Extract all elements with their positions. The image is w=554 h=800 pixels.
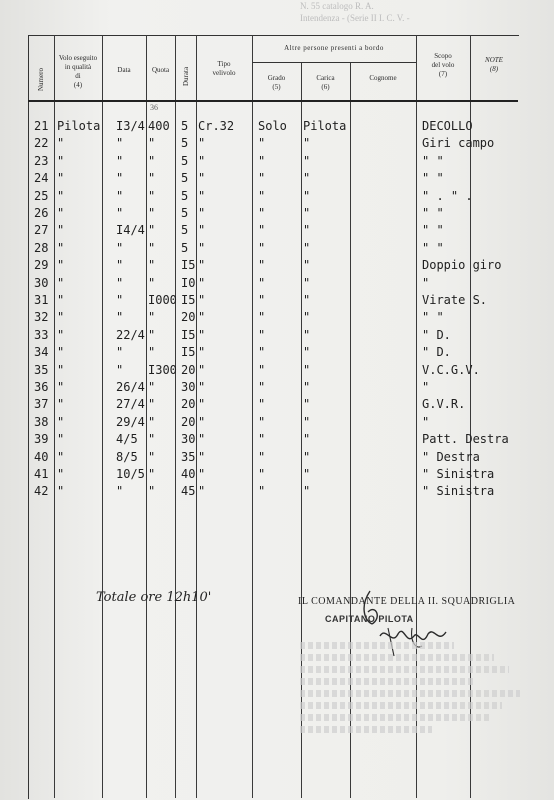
row-date: I3/4: [116, 119, 145, 133]
header-grado: Grado (5): [267, 74, 286, 91]
row-role-other: ": [303, 345, 311, 360]
row-role-other: ": [303, 240, 311, 255]
header-bottom-rule: [28, 100, 518, 102]
row-duration: 30: [181, 380, 196, 394]
row-aircraft: ": [198, 293, 206, 307]
row-altitude: ": [148, 206, 156, 220]
row-aircraft: ": [198, 153, 206, 168]
row-aircraft: ": [198, 310, 206, 325]
row-date: ": [116, 240, 124, 255]
row-date: ": [116, 345, 124, 360]
row-grade: ": [258, 432, 266, 447]
ghost-header-line2: Intendenza - (Serie II I. C. V. -: [300, 13, 410, 23]
column-rule: [146, 35, 147, 798]
row-role-other: ": [303, 467, 311, 481]
row-altitude: ": [148, 345, 156, 360]
row-date: I4/4: [116, 223, 145, 238]
row-purpose: Virate S.: [422, 293, 488, 307]
row-role-other: ": [303, 484, 311, 499]
row-date: 4/5: [116, 432, 138, 447]
row-number: 35: [34, 362, 49, 377]
row-grade: ": [258, 171, 266, 186]
row-date: ": [116, 310, 124, 325]
row-aircraft: ": [198, 206, 206, 220]
row-aircraft: ": [198, 136, 206, 151]
row-duration: I5: [181, 345, 196, 360]
row-grade: ": [258, 240, 266, 255]
row-role: ": [57, 380, 65, 394]
row-number: 24: [34, 171, 49, 186]
row-duration: I5: [181, 258, 196, 273]
row-grade: ": [258, 362, 266, 377]
row-duration: 35: [181, 449, 196, 464]
row-number: 32: [34, 310, 49, 325]
stamp-rank: CAPITANO PILOTA: [325, 614, 414, 624]
row-aircraft: ": [198, 380, 206, 394]
row-purpose: " ": [422, 171, 444, 186]
row-altitude: 400: [148, 119, 170, 133]
row-date: 10/5: [116, 467, 145, 481]
row-role-other: ": [303, 188, 311, 203]
row-date: ": [116, 275, 124, 290]
row-number: 33: [34, 327, 49, 342]
row-number: 22: [34, 136, 49, 151]
row-duration: 5: [181, 119, 189, 133]
header-tipo: Tipo velivolo: [212, 60, 236, 77]
row-date: 29/4: [116, 414, 145, 429]
row-role-other: ": [303, 275, 311, 290]
row-number: 26: [34, 206, 49, 220]
header-scopo: Scopo del volo (7): [431, 52, 455, 78]
row-purpose: Doppio giro: [422, 258, 502, 273]
row-aircraft: ": [198, 484, 206, 499]
row-date: 8/5: [116, 449, 138, 464]
row-grade: ": [258, 275, 266, 290]
row-purpose: " Sinistra: [422, 484, 495, 499]
row-number: 25: [34, 188, 49, 203]
row-altitude: ": [148, 484, 156, 499]
row-purpose: Patt. Destra: [422, 432, 509, 447]
row-altitude: ": [148, 153, 156, 168]
column-rule: [175, 35, 176, 798]
row-aircraft: ": [198, 223, 206, 238]
row-number: 27: [34, 223, 49, 238]
row-altitude: ": [148, 327, 156, 342]
row-role: ": [57, 362, 65, 377]
header-note: NOTE (8): [485, 56, 503, 73]
row-role: ": [57, 258, 65, 273]
row-aircraft: ": [198, 414, 206, 429]
row-altitude: I000: [148, 293, 177, 307]
row-date: ": [116, 484, 124, 499]
row-duration: 20: [181, 310, 196, 325]
row-purpose: " ": [422, 206, 444, 220]
row-role: ": [57, 467, 65, 481]
row-duration: 20: [181, 362, 196, 377]
row-duration: 5: [181, 171, 189, 186]
row-number: 41: [34, 467, 49, 481]
row-purpose: " Sinistra: [422, 467, 495, 481]
row-aircraft: ": [198, 327, 206, 342]
row-altitude: ": [148, 136, 156, 151]
row-number: 29: [34, 258, 49, 273]
row-altitude: ": [148, 414, 156, 429]
row-date: ": [116, 171, 124, 186]
column-rule: [252, 35, 253, 798]
row-grade: ": [258, 397, 266, 412]
header-cognome: Cognome: [369, 74, 397, 82]
row-role: ": [57, 275, 65, 290]
row-duration: I5: [181, 293, 196, 307]
row-role: ": [57, 484, 65, 499]
row-grade: ": [258, 310, 266, 325]
row-role: ": [57, 136, 65, 151]
row-grade: ": [258, 258, 266, 273]
row-purpose: ": [422, 380, 430, 394]
stamp-commander: IL COMANDANTE DELLA II. SQUADRIGLIA: [298, 596, 516, 607]
row-altitude: ": [148, 467, 156, 481]
row-grade: ": [258, 188, 266, 203]
row-purpose: " ": [422, 240, 444, 255]
row-number: 42: [34, 484, 49, 499]
row-altitude: ": [148, 171, 156, 186]
row-role-other: ": [303, 380, 311, 394]
row-altitude: ": [148, 380, 156, 394]
row-altitude: ": [148, 223, 156, 238]
row-grade: ": [258, 380, 266, 394]
total-hours: Totale ore 12h10': [96, 590, 212, 605]
row-number: 28: [34, 240, 49, 255]
row-aircraft: Cr.32: [198, 119, 235, 133]
row-aircraft: ": [198, 188, 206, 203]
row-number: 31: [34, 293, 49, 307]
row-grade: ": [258, 414, 266, 429]
row-number: 36: [34, 380, 49, 394]
row-duration: I5: [181, 327, 196, 342]
row-date: ": [116, 136, 124, 151]
row-role-other: ": [303, 206, 311, 220]
header-volo: Volo eseguito in qualità di (4): [58, 54, 98, 89]
row-duration: 5: [181, 223, 189, 238]
header-quota: Quota: [151, 66, 170, 74]
row-grade: ": [258, 153, 266, 168]
row-role: ": [57, 327, 65, 342]
row-date: 26/4: [116, 380, 145, 394]
row-altitude: ": [148, 310, 156, 325]
row-altitude: ": [148, 275, 156, 290]
row-number: 39: [34, 432, 49, 447]
header-carica: Carica (6): [316, 74, 335, 91]
row-aircraft: ": [198, 397, 206, 412]
row-role: ": [57, 293, 65, 307]
row-role-other: ": [303, 171, 311, 186]
row-role: ": [57, 171, 65, 186]
row-number: 34: [34, 345, 49, 360]
row-role: ": [57, 188, 65, 203]
row-date: ": [116, 206, 124, 220]
row-date: ": [116, 362, 124, 377]
row-role: ": [57, 432, 65, 447]
row-date: 22/4: [116, 327, 145, 342]
row-purpose: V.C.G.V.: [422, 362, 480, 377]
row-purpose: " D.: [422, 327, 451, 342]
row-grade: ": [258, 449, 266, 464]
row-purpose: " D.: [422, 345, 451, 360]
row-grade: Solo: [258, 119, 287, 133]
row-role-other: Pilota: [303, 119, 347, 133]
row-grade: ": [258, 345, 266, 360]
row-altitude: ": [148, 188, 156, 203]
row-grade: ": [258, 293, 266, 307]
row-altitude: ": [148, 240, 156, 255]
row-role-other: ": [303, 153, 311, 168]
row-date: 27/4: [116, 397, 145, 412]
row-purpose: Giri campo: [422, 136, 495, 151]
row-duration: 40: [181, 467, 196, 481]
row-altitude: ": [148, 449, 156, 464]
row-role-other: ": [303, 397, 311, 412]
row-aircraft: ": [198, 240, 206, 255]
row-role: ": [57, 449, 65, 464]
header-numero: Numero: [37, 68, 45, 91]
row-aircraft: ": [198, 432, 206, 447]
row-aircraft: ": [198, 362, 206, 377]
row-purpose: ": [422, 275, 430, 290]
row-role-other: ": [303, 258, 311, 273]
row-duration: 5: [181, 206, 189, 220]
pencil-note: 36: [150, 103, 158, 112]
row-purpose: " ": [422, 310, 444, 325]
row-duration: 20: [181, 414, 196, 429]
row-grade: ": [258, 484, 266, 499]
row-role-other: ": [303, 432, 311, 447]
row-grade: ": [258, 206, 266, 220]
row-role-other: ": [303, 327, 311, 342]
row-purpose: DECOLLO: [422, 119, 473, 133]
row-role: ": [57, 240, 65, 255]
row-number: 38: [34, 414, 49, 429]
row-role: ": [57, 310, 65, 325]
row-number: 30: [34, 275, 49, 290]
row-role: ": [57, 206, 65, 220]
row-date: ": [116, 293, 124, 307]
row-role: Pilota: [57, 119, 101, 133]
row-date: ": [116, 153, 124, 168]
row-grade: ": [258, 136, 266, 151]
row-number: 23: [34, 153, 49, 168]
row-duration: 5: [181, 136, 189, 151]
row-date: ": [116, 258, 124, 273]
column-rule: [196, 35, 197, 798]
row-duration: I0: [181, 275, 196, 290]
row-aircraft: ": [198, 171, 206, 186]
row-duration: 5: [181, 240, 189, 255]
row-purpose: " . " .: [422, 188, 473, 203]
row-aircraft: ": [198, 345, 206, 360]
column-rule: [102, 35, 103, 798]
row-aircraft: ": [198, 467, 206, 481]
row-duration: 30: [181, 432, 196, 447]
row-role: ": [57, 153, 65, 168]
row-altitude: I300: [148, 362, 177, 377]
row-purpose: " ": [422, 153, 444, 168]
row-role-other: ": [303, 310, 311, 325]
row-purpose: " Destra: [422, 449, 480, 464]
row-role-other: ": [303, 449, 311, 464]
row-role-other: ": [303, 223, 311, 238]
row-duration: 45: [181, 484, 196, 499]
row-role-other: ": [303, 362, 311, 377]
row-aircraft: ": [198, 275, 206, 290]
row-grade: ": [258, 327, 266, 342]
row-role-other: ": [303, 414, 311, 429]
row-role: ": [57, 397, 65, 412]
row-purpose: G.V.R.: [422, 397, 466, 412]
row-grade: ": [258, 467, 266, 481]
row-altitude: ": [148, 397, 156, 412]
row-number: 21: [34, 119, 49, 133]
row-aircraft: ": [198, 449, 206, 464]
row-duration: 5: [181, 153, 189, 168]
row-purpose: ": [422, 414, 430, 429]
row-altitude: ": [148, 258, 156, 273]
row-altitude: ": [148, 432, 156, 447]
faint-footnotes: [300, 642, 520, 738]
header-altre-persone: Altre persone presenti a bordo: [284, 44, 384, 52]
row-role: ": [57, 414, 65, 429]
header-data: Data: [117, 66, 131, 74]
row-role-other: ": [303, 293, 311, 307]
row-role-other: ": [303, 136, 311, 151]
row-purpose: " ": [422, 223, 444, 238]
row-number: 40: [34, 449, 49, 464]
row-number: 37: [34, 397, 49, 412]
row-role: ": [57, 223, 65, 238]
header-subrule: [252, 62, 416, 63]
row-aircraft: ": [198, 258, 206, 273]
row-date: ": [116, 188, 124, 203]
ghost-header-line1: N. 55 catalogo R. A.: [300, 1, 374, 11]
header-durata: Durata: [182, 66, 190, 86]
row-role: ": [57, 345, 65, 360]
row-grade: ": [258, 223, 266, 238]
row-duration: 5: [181, 188, 189, 203]
row-duration: 20: [181, 397, 196, 412]
